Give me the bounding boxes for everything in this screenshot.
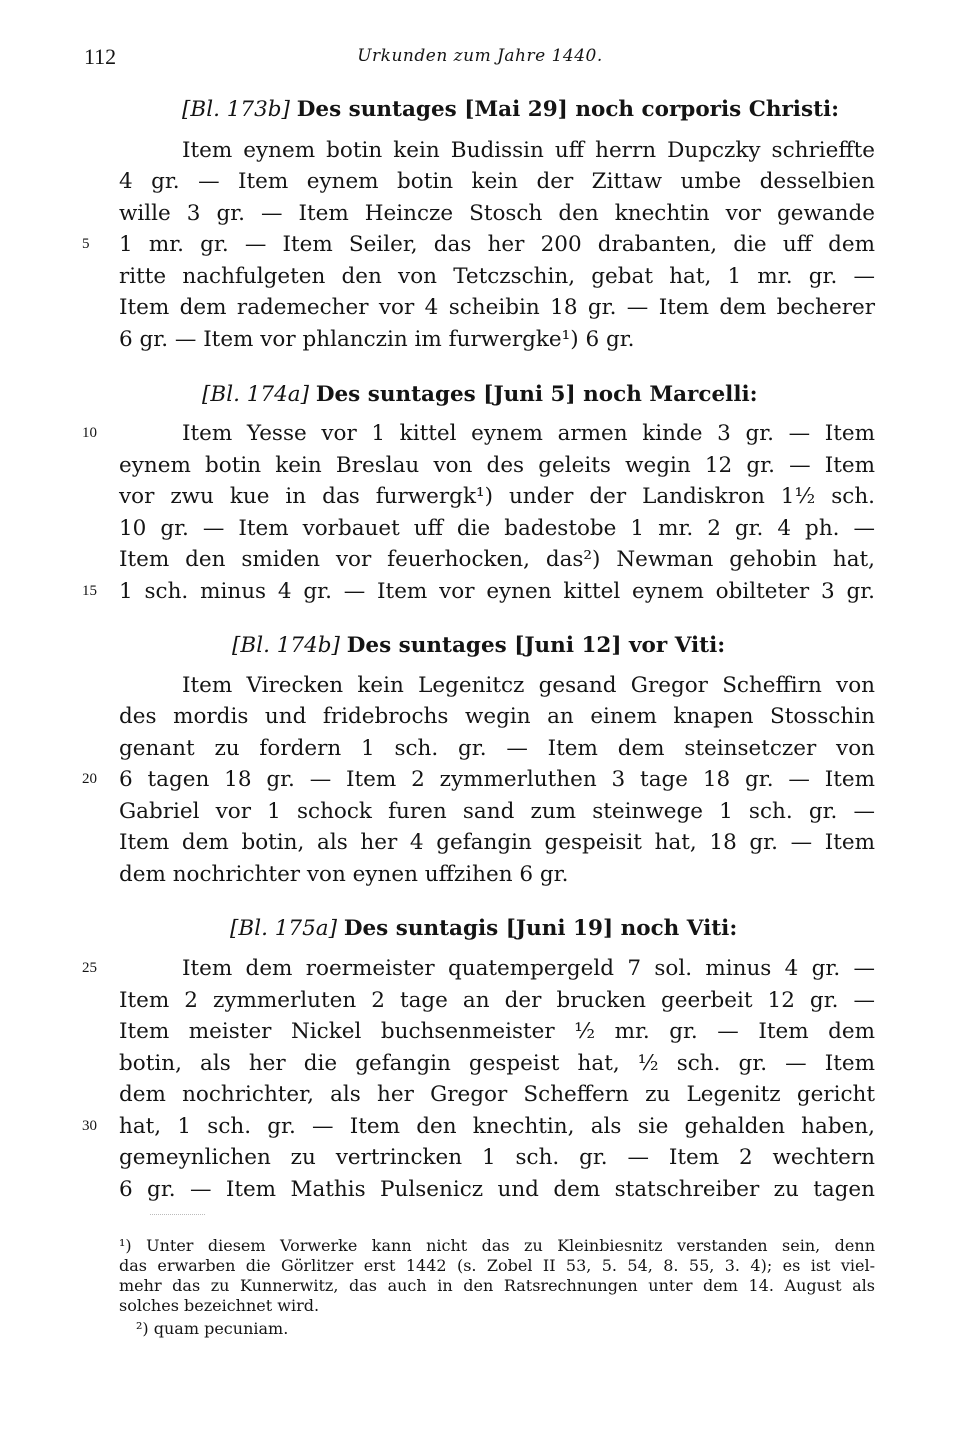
text-line: 1 mr. gr. — Item Seiler, das her 200 drabanten, die uff dem [119, 232, 875, 257]
text-line: 4 gr. — Item eynem botin kein der Zittaw umbe desselbien [119, 169, 875, 194]
page-number: 112 [84, 44, 117, 69]
line-number: 15 [82, 583, 97, 599]
text-line: botin, als her die gefangin gespeist hat, ½ sch. gr. — Item [119, 1051, 875, 1076]
text-line: dem nochrichter von eynen uffzihen 6 gr. [119, 862, 569, 887]
footnote-line: das erwarben die Görlitzer erst 1442 (s. Zobel II 53, 5. 54, 8. 55, 3. 4); es ist viel- [119, 1256, 875, 1275]
folio-reference: [Bl. 173b] [182, 97, 290, 122]
text-line: vor zwu kue in das furwergk¹) under der Landiskron 1½ sch. [119, 484, 875, 509]
text-line: 10 gr. — Item vorbauet uff die badestobe 1 mr. 2 gr. 4 ph. — [119, 516, 875, 541]
folio-reference: [Bl. 174b] [232, 633, 340, 658]
running-title: Urkunden zum Jahre 1440. [357, 46, 603, 66]
line-number: 25 [82, 960, 97, 976]
text-line: hat, 1 sch. gr. — Item den knechtin, als sie gehalden haben, [119, 1114, 875, 1139]
text-line: Item dem roermeister quatempergeld 7 sol. minus 4 gr. — [182, 956, 875, 981]
text-line: Item meister Nickel buchsenmeister ½ mr. gr. — Item dem [119, 1019, 875, 1044]
text-line: des mordis und fridebrochs wegin an einem knapen Stosschin [119, 704, 875, 729]
text-line: wille 3 gr. — Item Heincze Stosch den knechtin vor gewande [119, 201, 875, 226]
text-line: genant zu fordern 1 sch. gr. — Item dem steinsetczer von [119, 736, 875, 761]
text-line: 6 tagen 18 gr. — Item 2 zymmerluthen 3 tage 18 gr. — Item [119, 767, 875, 792]
footnote-separator [150, 1214, 205, 1215]
text-line: Gabriel vor 1 schock furen sand zum steinwege 1 sch. gr. — [119, 799, 875, 824]
section-heading [202, 379, 958, 410]
folio-reference: [Bl. 174a] [202, 382, 309, 407]
text-line: gemeynlichen zu vertrincken 1 sch. gr. — Item 2 wechtern [119, 1145, 875, 1170]
section-heading [182, 94, 938, 125]
footnote-line: solches bezeichnet wird. [119, 1296, 320, 1315]
line-number: 5 [82, 236, 90, 252]
text-line: dem nochrichter, als her Gregor Scheffern zu Legenitz gericht [119, 1082, 875, 1107]
text-line: Item 2 zymmerluten 2 tage an der brucken geerbeit 12 gr. — [119, 988, 875, 1013]
text-line: Item eynem botin kein Budissin uff herrn Dupczky schrieffte [182, 138, 875, 163]
text-line: Item dem rademecher vor 4 scheibin 18 gr. — Item dem becherer [119, 295, 875, 320]
text-line: 6 gr. — Item Mathis Pulsenicz und dem statschreiber zu tagen [119, 1177, 875, 1202]
line-number: 30 [82, 1118, 97, 1134]
section-heading [230, 913, 960, 944]
section-title: Des suntages [Juni 5] noch Marcelli: [315, 382, 758, 407]
text-line: ritte nachfulgeten den von Tetczschin, gebat hat, 1 mr. gr. — [119, 264, 875, 289]
section-heading [232, 630, 960, 661]
line-number: 20 [82, 771, 97, 787]
text-line: 1 sch. minus 4 gr. — Item vor eynen kittel eynem obilteter 3 gr. [119, 579, 875, 604]
section-title: Des suntagis [Juni 19] noch Viti: [343, 916, 738, 941]
text-line: Item den smiden vor feuerhocken, das²) Newman gehobin hat, [119, 547, 875, 572]
footnote-line: mehr das zu Kunnerwitz, das auch in den Ratsrechnungen unter dem 14. August als [119, 1276, 875, 1295]
section-title: Des suntages [Juni 12] vor Viti: [346, 633, 726, 658]
text-line: Item Virecken kein Legenitcz gesand Gregor Scheffirn von [182, 673, 875, 698]
text-line: eynem botin kein Breslau von des geleits wegin 12 gr. — Item [119, 453, 875, 478]
section-title: Des suntages [Mai 29] noch corporis Christi: [296, 97, 840, 122]
text-line: Item dem botin, als her 4 gefangin gespeisit hat, 18 gr. — Item [119, 830, 875, 855]
folio-reference: [Bl. 175a] [230, 916, 337, 941]
text-line: Item Yesse vor 1 kittel eynem armen kinde 3 gr. — Item [182, 421, 875, 446]
footnote-line: ¹) Unter diesem Vorwerke kann nicht das zu Kleinbiesnitz verstanden sein, denn [119, 1236, 875, 1255]
footnote-2: ²) quam pecuniam. [136, 1319, 289, 1338]
text-line: 6 gr. — Item vor phlanczin im furwergke¹) 6 gr. [119, 327, 635, 352]
line-number: 10 [82, 425, 97, 441]
